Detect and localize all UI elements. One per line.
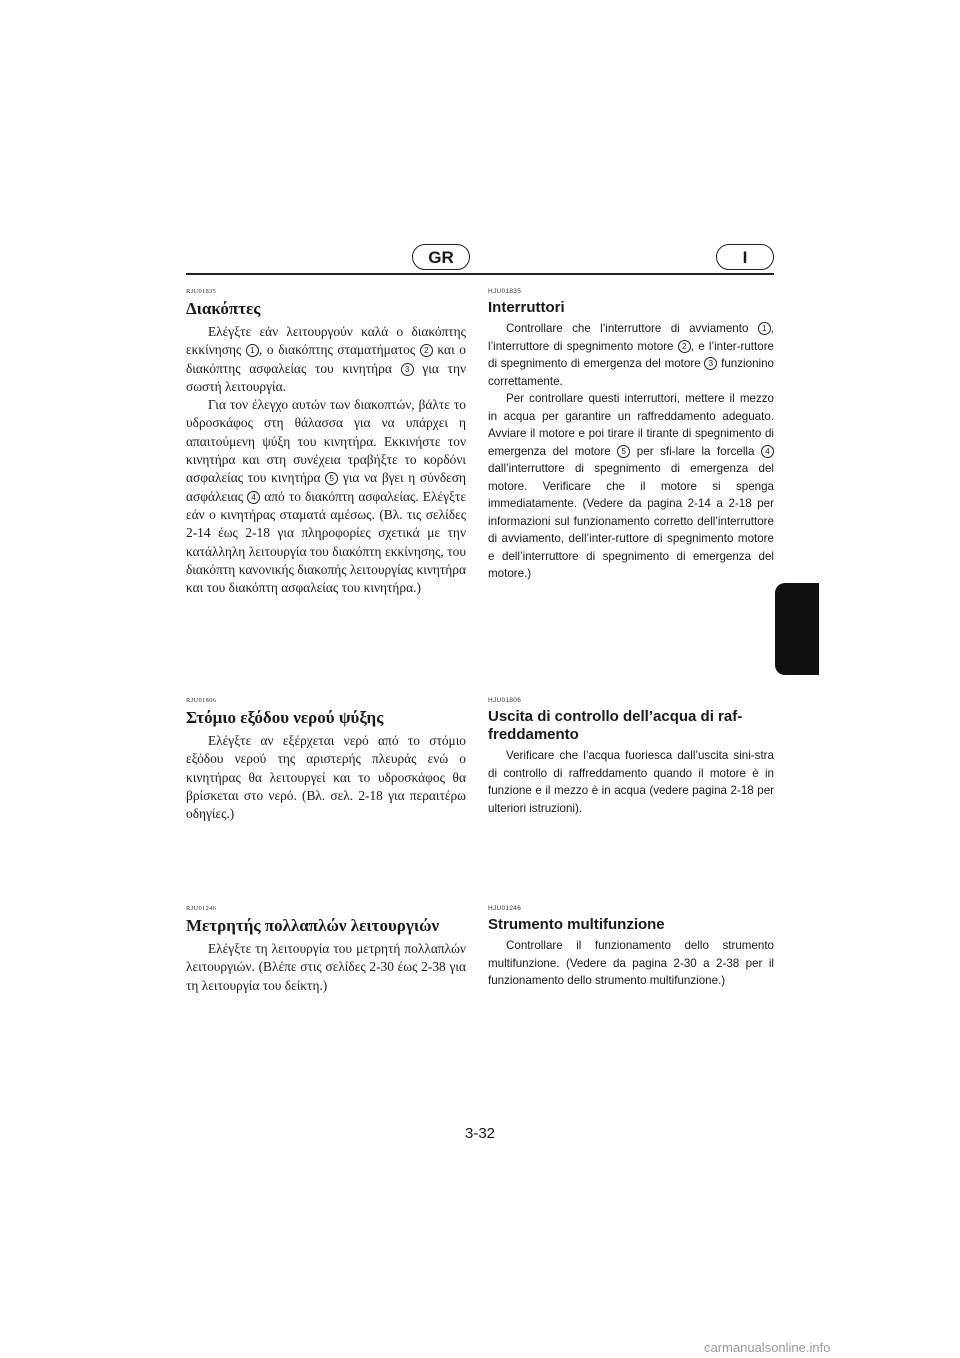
- section-code: HJU01835: [488, 288, 522, 295]
- header-divider: [186, 273, 774, 275]
- section-code: RJU01835: [186, 288, 217, 295]
- chapter-tab: [775, 583, 819, 675]
- paragraph: Ελέγξτε τη λειτουργία του μετρητή πολλαπλών λειτουργιών. (Βλέπε στις σελίδες 2-30 έως 2-38 για τη λειτουργία του δείκτη.): [186, 941, 466, 993]
- callout-4: 4: [247, 491, 260, 504]
- paragraph: Verificare che l’acqua fuoriesca dall’uscita sini-stra di controllo di raffreddamento quando il motore è in funzione e il mezzo è in acqua (vedere pagina 2-18 per ulteriori istruzioni).: [488, 749, 774, 815]
- paragraph: Ελέγξτε εάν λειτουργούν καλά ο διακόπτης εκκίνησης 1 , ο διακόπτης σταματήματος 2 και ο διακόπτης ασφαλείας του κινητήρα 3 για την σωστή λειτουργία.: [186, 324, 466, 394]
- language-badge-greek: GR: [412, 244, 470, 270]
- callout-2: 2: [678, 340, 691, 353]
- callout-3: 3: [704, 357, 717, 370]
- section-title: Στόμιο εξόδου νερού ψύξης: [186, 708, 384, 727]
- callout-1: 1: [246, 344, 259, 357]
- section-switches-greek: [186, 288, 466, 597]
- page-header: [186, 244, 774, 280]
- section-title: Strumento multifunzione: [488, 916, 665, 933]
- paragraph: Ελέγξτε αν εξέρχεται νερό από το στόμιο εξόδου νερού της αριστερής πλευράς ενώ ο κινητήρας θα λειτουργεί και το υδροσκάφος θα βρίσκεται στο νερό. (Βλ. σελ. 2-18 για περαιτέρω οδηγίες.): [186, 733, 466, 822]
- section-code: RJU01806: [186, 697, 217, 704]
- callout-5: 5: [325, 472, 338, 485]
- watermark: carmanualsonline.info: [704, 1340, 831, 1355]
- callout-1: 1: [758, 322, 771, 335]
- paragraph: Controllare che l’interruttore di avviamento 1 , l’interruttore di spegnimento motore 2 , e l’inter-ruttore di spegnimento di emergenza del motore 3 funzionino correttamente.: [488, 322, 775, 388]
- paragraph: Για τον έλεγχο αυτών των διακοπτών, βάλτε το υδροσκάφος στη θάλασσα για να υπάρχει η απαιτούμενη ψύξη του κινητήρα. Εκκινήστε τον κινητήρα και στη συνέχεια τραβήξτε το κορδόνι ασφαλείας του κινητήρα 5 για να βγει η σύνδεση ασφάλειας 4 από το διακόπτη ασφαλείας. Ελέγξτε εάν ο κινητήρας σταματά αμέσως. (Βλ. τις σελίδες 2-14 έως 2-18 για πληροφορίες σχετικά με την κατάλληλη λειτουργία του διακόπτη εκκίνησης, του διακόπτη κανονικής διακοπής λειτουργίας κινητήρα και του διακόπτη ασφαλείας του κινητήρα.): [186, 397, 466, 596]
- callout-5: 5: [617, 445, 630, 458]
- section-code: RJU01246: [186, 905, 217, 912]
- language-badge-italian: I: [716, 244, 774, 270]
- callout-4: 4: [761, 445, 774, 458]
- section-title: Διακόπτες: [186, 299, 261, 318]
- section-title: Μετρητής πολλαπλών λειτουργιών: [186, 916, 440, 935]
- section-cooling-outlet-greek: [186, 697, 466, 823]
- section-code: HJU01246: [488, 905, 522, 912]
- section-title: Interruttori: [488, 299, 565, 316]
- section-switches-italian: [488, 288, 774, 583]
- section-title: Uscita di controllo dell’acqua di raf-freddamento: [488, 708, 743, 743]
- page-number: 3-32: [464, 1125, 496, 1142]
- section-multifunction-italian: [488, 905, 774, 990]
- paragraph: Controllare il funzionamento dello strumento multifunzione. (Vedere da pagina 2-30 a 2-38 per il funzionamento dello strumento multifunzione.): [488, 939, 774, 987]
- section-code: HJU01806: [488, 697, 522, 704]
- section-multifunction-greek: [186, 905, 466, 995]
- callout-2: 2: [420, 344, 433, 357]
- callout-3: 3: [401, 363, 414, 376]
- paragraph: Per controllare questi interruttori, mettere il mezzo in acqua per garantire un raffreddamento adeguato. Avviare il motore e poi tirare il tirante di spegnimento di emergenza del motore 5 per sfi-lare la forcella 4 dall’interruttore di spegnimento di emergenza del motore. Verificare che il motore si spenga immediatamente. (Vedere da pagina 2-14 a 2-18 per informazioni sul funzionamento corretto dell’interruttore di avviamento, dell’inter-ruttore di spegnimento motore e dell’interruttore di spegnimento di emergenza del motore.): [488, 392, 774, 580]
- section-cooling-outlet-italian: [488, 697, 774, 817]
